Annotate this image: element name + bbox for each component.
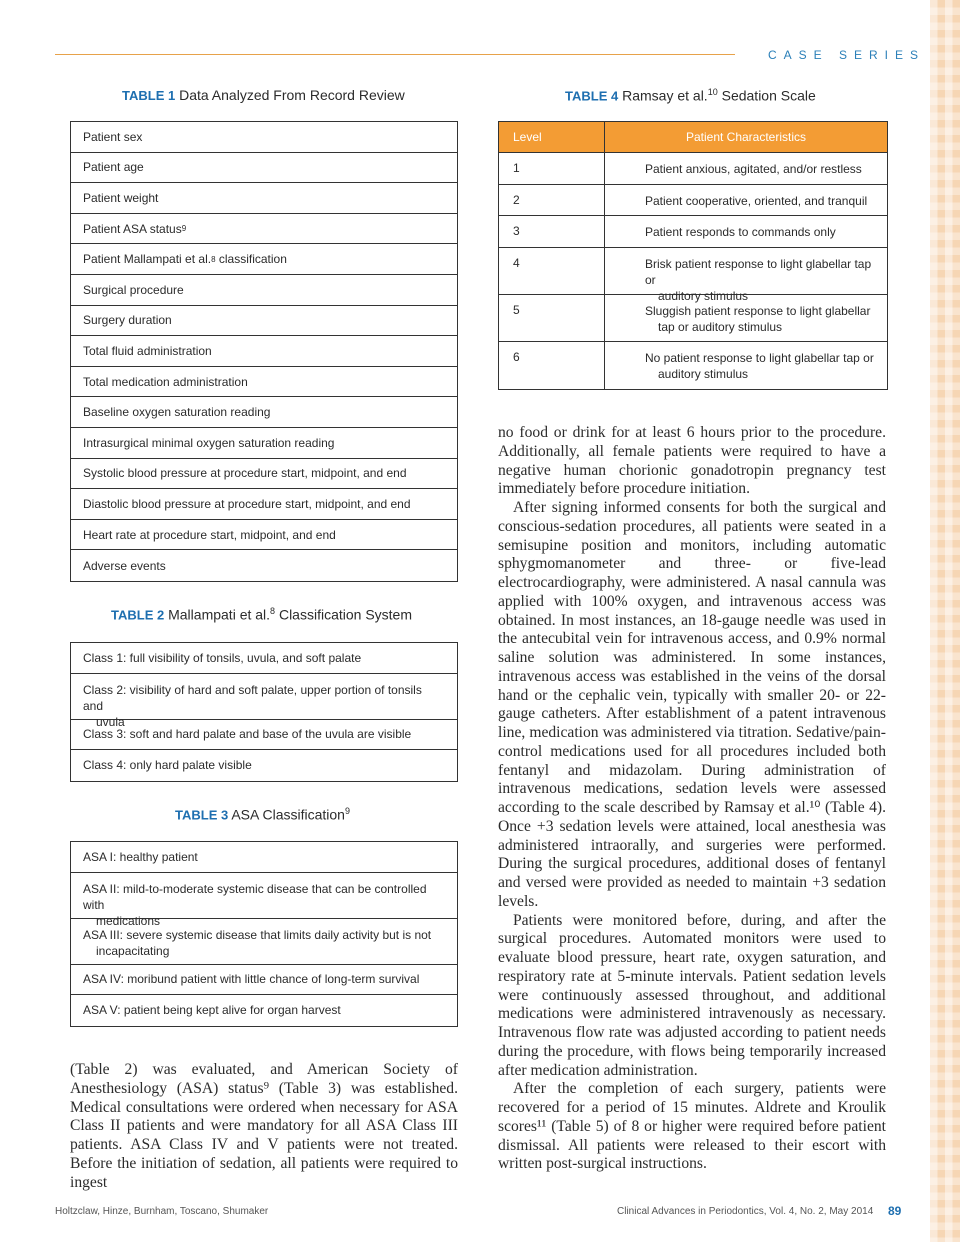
table3-row: ASA IV: moribund patient with little chance of long-term survival (71, 965, 457, 996)
section-label: CASE SERIES (768, 48, 926, 62)
table1-row: Heart rate at procedure start, midpoint, and end (71, 520, 457, 551)
table1-row: Patient sex (71, 122, 457, 153)
paragraph: (Table 2) was evaluated, and American Society of Anesthesiology (ASA) status⁹ (Table 3) was established. Medical consultations were ordered when necessary for ASA Class II patients and were mandatory for all ASA Class III patients. ASA Class IV and V patients were not treated. Before the initiation of sedation, all patients were required to ingest (70, 1061, 458, 1191)
table2-row: Class 2: visibility of hard and soft palate, upper portion of tonsils and uvula (71, 674, 457, 720)
paragraph: no food or drink for at least 6 hours prior to the procedure. Additionally, all female patients were required to have a negative human chorionic gonadotropin pregnancy test immediately before procedure initiation. (498, 424, 886, 498)
table1-title: Data Analyzed From Record Review (179, 87, 405, 103)
table1-caption (122, 87, 405, 103)
table3-row: ASA II: mild-to-moderate systemic disease that can be controlled with medications (71, 873, 457, 919)
table1-row: Total fluid administration (71, 336, 457, 367)
table4-row: 5 Sluggish patient response to light glabellar tap or auditory stimulus (499, 295, 887, 342)
table4 (498, 121, 888, 390)
footer-journal: Clinical Advances in Periodontics, Vol. 4, No. 2, May 2014 (617, 1206, 874, 1217)
table1-row: Patient weight (71, 183, 457, 214)
table3-row: ASA V: patient being kept alive for organ harvest (83, 1003, 341, 1018)
table3-caption: TABLE 3 ASA Classification$^9$ (175, 806, 350, 823)
paragraph: Patients were monitored before, during, and after the surgical procedures. Automated monitors were used to evaluate blood pressure, heart rate, oxygen saturation, and respiratory rate at 5-minute intervals. Patient sedation levels were continuously assessed throughout, and additional medications were administered intravenously as necessary. Intravenous flow rate was adjusted according to patient needs during the procedure, with flows being temporarily increased after medication administration. (498, 911, 886, 1079)
table4-number: TABLE 4 (565, 88, 619, 104)
paragraph: After signing informed consents for both the surgical and conscious-sedation procedures, all patients were seated in a semisupine position and monitors, including automatic sphygmomanometer and three- or five-lead electrocardiography, were administered. A nasal cannula was applied with 100% oxygen, and intravenous access was obtained. In most instances, an 18-gauge needle was used in the antecubital vein for intravenous access, and 0.9% normal saline solution was administered. In some instances, intravenous access was established in the veins of the dorsal hand or the cephalic vein, typically with smaller 20- or 22-gauge catheters. After establishment of a patent intravenous line, medication was administered via titration. Sedative/pain-control medications used for all procedures included both fentanyl and midazolam. During administration of intravenous medications, sedation levels were assessed according to the scale described by Ramsay et al.¹⁰ (Table 4). Once +3 sedation levels were attained, local anesthesia was administered intraorally, and surgeries were performed. During the surgical procedures, additional doses of fentanyl and versed were provided as needed to maintain +3 sedation levels. (498, 499, 886, 910)
table4-row: 3 Patient responds to commands only (499, 216, 887, 248)
body-text-left (70, 1061, 458, 1192)
table1 (70, 121, 458, 582)
table3-row: ASA III: severe systemic disease that limits daily activity but is not incapacitating (71, 919, 457, 965)
table4-header (499, 122, 887, 153)
table1-row: Surgery duration (71, 306, 457, 337)
table1-row: Surgical procedure (71, 275, 457, 306)
table1-row: Baseline oxygen saturation reading (71, 397, 457, 428)
table2-row: Class 1: full visibility of tonsils, uvula, and soft palate (71, 643, 457, 674)
decorative-side-strip (930, 0, 960, 1242)
paragraph: After the completion of each surgery, patients were recovered for a period of 15 minutes. Aldrete and Kroulik scores¹¹ (Table 5) of 8 or higher were required before patient dismissal. All patients were released to their escort with written post-surgical instructions. (498, 1080, 886, 1173)
table1-row: Patient Mallampati et al. 8 classification (71, 244, 457, 275)
table1-row: Total medication administration (71, 367, 457, 398)
table4-col-level: Level (499, 122, 605, 152)
table3-row: ASA I: healthy patient (71, 842, 457, 873)
table2-row: Class 4: only hard palate visible (83, 758, 252, 773)
header-rule (55, 54, 735, 55)
table2-number: TABLE 2 (111, 607, 165, 623)
table1-row: Intrasurgical minimal oxygen saturation reading (71, 428, 457, 459)
table2-row: Class 3: soft and hard palate and base of the uvula are visible (71, 720, 457, 751)
body-text-right (498, 424, 886, 1174)
table2-title: Mallampati et al. (168, 606, 271, 623)
table1-row: Systolic blood pressure at procedure start, midpoint, and end (71, 459, 457, 490)
page-number: 89 (888, 1204, 902, 1218)
table2-caption: TABLE 2 Mallampati et al.$^8$ Classification System (111, 606, 412, 623)
table3-title: ASA Classification (231, 806, 345, 823)
table1-row: Adverse events (83, 558, 166, 573)
table4-row: 4 Brisk patient response to light glabellar tap or auditory stimulus (499, 248, 887, 295)
table1-row: Patient ASA status 9 (71, 214, 457, 245)
footer-authors: Holtzclaw, Hinze, Burnham, Toscano, Shumaker (55, 1206, 269, 1217)
table1-row: Patient age (71, 153, 457, 184)
table1-row: Diastolic blood pressure at procedure start, midpoint, and end (71, 489, 457, 520)
table2 (70, 642, 458, 782)
table3 (70, 841, 458, 1027)
table4-row: 2 Patient cooperative, oriented, and tranquil (499, 185, 887, 217)
table3-number: TABLE 3 (175, 807, 229, 823)
table4-col-characteristics: Patient Characteristics (685, 130, 807, 144)
table4-row: 6 No patient response to light glabellar tap or auditory stimulus (499, 342, 887, 388)
table4-caption: TABLE 4 Ramsay et al.$^{10}$ Sedation Scale (565, 87, 816, 104)
table4-title: Ramsay et al. (622, 87, 708, 104)
table1-number: TABLE 1 (122, 88, 176, 103)
table4-row: 1 Patient anxious, agitated, and/or restless (499, 153, 887, 185)
